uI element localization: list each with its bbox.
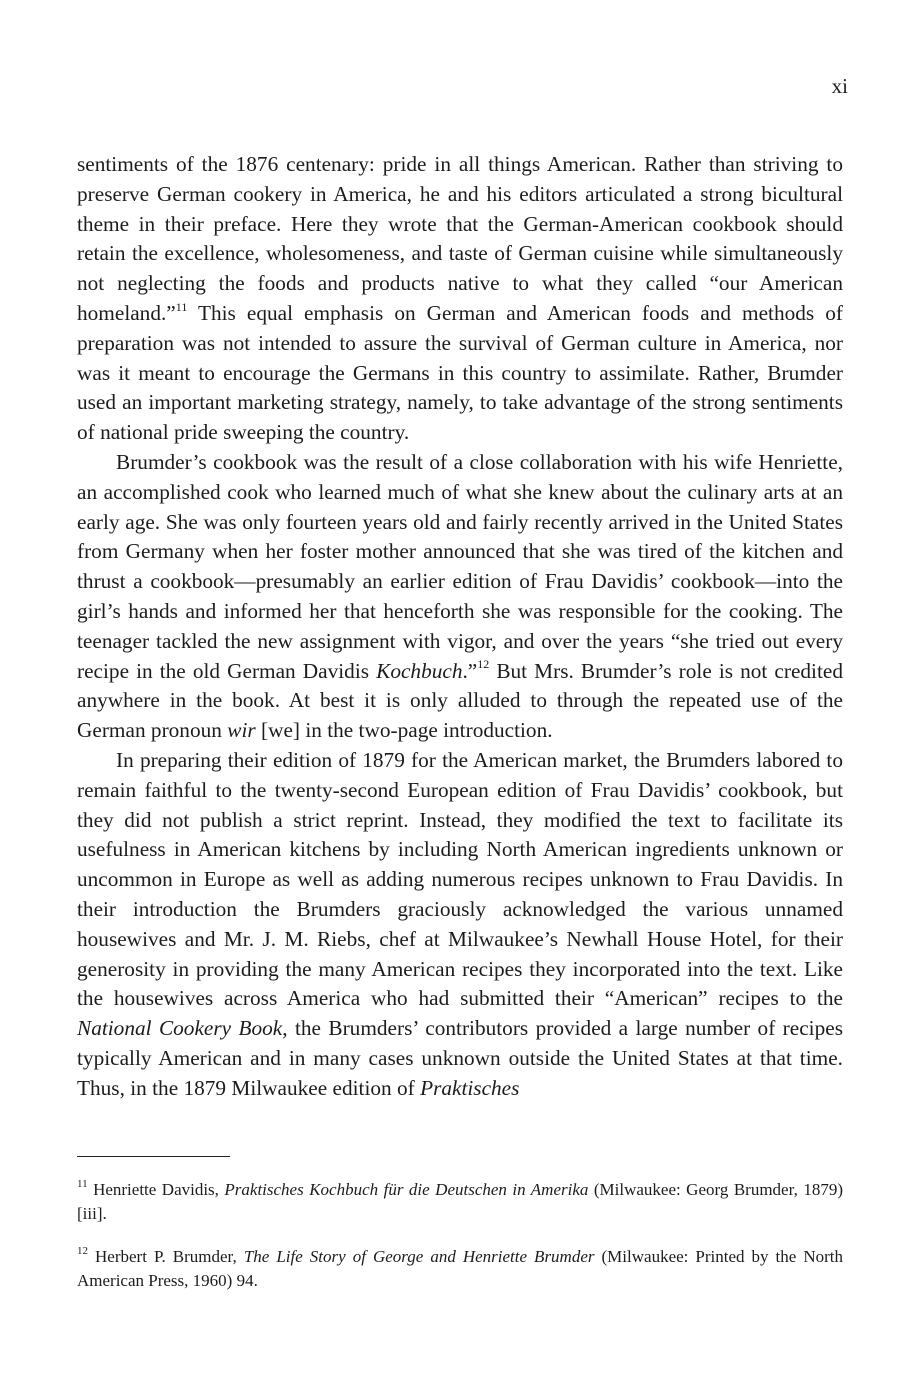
text-run: [we] in the two-page introduction. [255, 718, 553, 743]
footnote-ref-11[interactable]: 11 [175, 299, 188, 314]
italic-title: Praktisches [420, 1075, 520, 1100]
footnote-ref-12[interactable]: 12 [477, 657, 490, 672]
text-run: , the Brumders’ contributors provided a large number of recipes typically American and in many cases unknown outside the United States at that time. Thus, in the 1879 Milwaukee edition of [77, 1016, 843, 1100]
footnote-12 [77, 1245, 843, 1293]
footnotes [77, 1178, 843, 1312]
paragraph-3 [77, 746, 843, 1104]
italic-title: Kochbuch [376, 658, 463, 683]
text-run: (Milwaukee: Printed by the North American Press, 1960) 94. [77, 1247, 843, 1290]
text-run: In preparing their edition of 1879 for the American market, the Brumders labored to remain faithful to the twenty-second European edition of Frau Davidis’ cookbook, but they did not publish a strict reprint. Instead, they modified the text to facilitate its usefulness in American kitchens by including North American ingredients unknown or uncommon in Europe as well as adding numerous recipes unknown to Frau Davidis. In their introduction the Brumders graciously acknowledged the various unnamed housewives and Mr. J. M. Riebs, chef at Milwaukee’s Newhall House Hotel, for their generosity in providing the many American recipes they incorporated into the text. Like the housewives across America who had submitted their “American” recipes to the [77, 747, 843, 1011]
italic-word: wir [227, 718, 256, 743]
body-text [77, 150, 843, 1104]
italic-title: National Cookery Book [77, 1016, 283, 1041]
text-run: But Mrs. Brumder’s role is not credited anywhere in the book. At best it is only alluded to through the repeated use of the German pronoun [77, 658, 843, 743]
text-run: This equal emphasis on German and American foods and methods of preparation was not intended to assure the survival of German culture in America, nor was it meant to encourage the Germans in this country to assimilate. Rather, Brumder used an important marketing strategy, namely, to take advantage of the strong sentiments of national pride sweeping the country. [77, 300, 843, 445]
footnote-number: 12 [77, 1245, 88, 1258]
text-run: (Milwaukee: Georg Brumder, 1879) [iii]. [77, 1180, 843, 1223]
text-run: Brumder’s cookbook was the result of a close collaboration with his wife Henriette, an accomplished cook who learned much of what she knew about the culinary arts at an early age. She was only fourteen years old and fairly recently arrived in the United States from Germany when her foster mother announced that she was tired of the kitchen and thrust a cookbook—presumably an earlier edition of Frau Davidis’ cookbook—into the girl’s hands and informed her that henceforth she was responsible for the cooking. The teenager tackled the new assignment with vigor, and over the years “she tried out every recipe in the old German Davidis [77, 449, 843, 683]
footnote-number: 11 [77, 1178, 88, 1191]
text-run: Herbert P. Brumder, [88, 1247, 244, 1266]
italic-title: The Life Story of George and Henriette Brumder [243, 1247, 595, 1266]
paragraph-2 [77, 448, 843, 746]
footnote-11 [77, 1178, 843, 1226]
paragraph-1 [77, 150, 843, 448]
text-run: .” [462, 658, 478, 683]
text-run: sentiments of the 1876 centenary: pride in all things American. Rather than striving to preserve German cookery in America, he and his editors articulated a strong bicultural theme in their preface. Here they wrote that the German-American cookbook should retain the excellence, wholesomeness, and taste of German cuisine while simultaneously not neglecting the foods and products native to what they called “our American homeland.” [77, 152, 843, 325]
footnote-divider [77, 1156, 230, 1157]
page-number: xi [831, 74, 848, 98]
text-run: Henriette Davidis, [87, 1180, 225, 1199]
italic-title: Praktisches Kochbuch für die Deutschen in Amerika [224, 1180, 589, 1199]
